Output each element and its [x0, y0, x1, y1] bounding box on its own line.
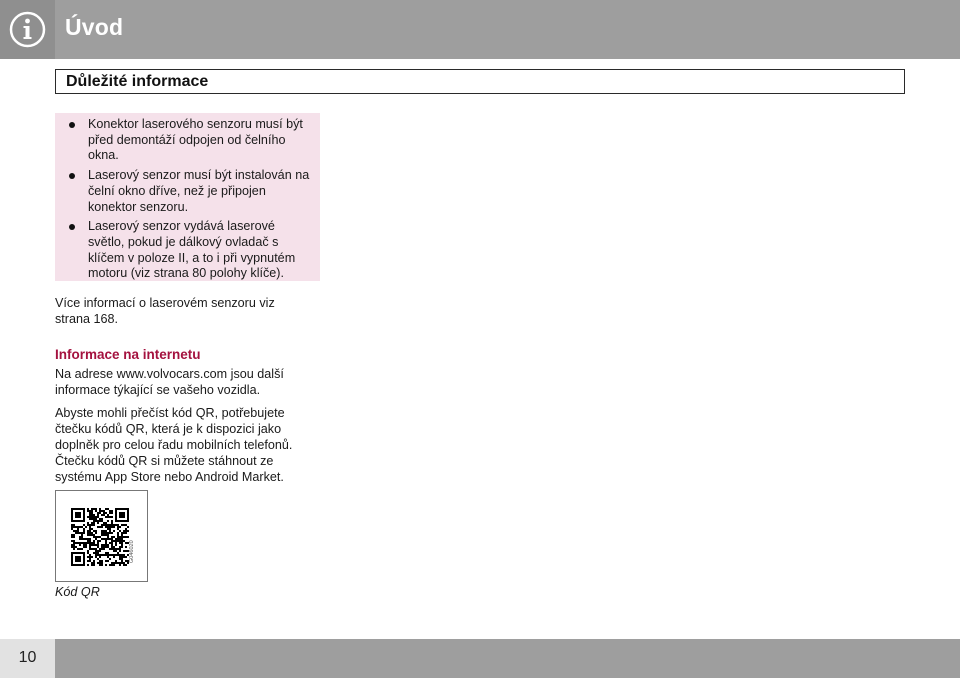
section-heading-box: [55, 69, 905, 94]
page-number-box: [0, 639, 55, 678]
bullet-icon: [69, 122, 75, 128]
qr-code-figure: [55, 490, 148, 582]
warning-item: [55, 117, 320, 164]
section-title: Důležité informace: [66, 73, 209, 90]
page-footer: [0, 639, 960, 678]
warning-box: [55, 113, 320, 281]
internet-text: Na adrese www.volvocars.com jsou další informace týkající se vašeho vozidla.: [55, 367, 284, 397]
warning-item: [55, 219, 320, 282]
warning-item: [55, 168, 320, 215]
warning-list: [55, 117, 320, 286]
qr-reader-text: Abyste mohli přečíst kód QR, potřebujete čtečku kódů QR, která je k dispozici jako doplněk pro celou řadu mobilních telefonů. Čtečku kódů QR si můžete stáhnout ze systému App Store nebo Android Market.: [55, 406, 293, 484]
info-icon: [9, 11, 46, 48]
bullet-icon: [69, 173, 75, 179]
internet-heading: Informace na internetu: [55, 347, 201, 362]
warning-item-text: Laserový senzor vydává laserové světlo, pokud je dálkový ovladač s klíčem v poloze II, a to i při vypnutém motoru (viz strana 80 polohy klíče).: [88, 219, 296, 281]
page-header: [0, 0, 960, 59]
more-info-text: Více informací o laserovém senzoru viz strana 168.: [55, 296, 275, 326]
page-number: 10: [18, 649, 37, 666]
qr-code-image: [71, 508, 129, 566]
warning-item-text: Laserový senzor musí být instalován na čelní okno dříve, než je připojen konektor senzoru.: [88, 168, 310, 214]
page-title: Úvod: [65, 14, 124, 40]
figure-code-label: G046020: [129, 540, 135, 563]
qr-caption: Kód QR: [55, 585, 100, 599]
warning-item-text: Konektor laserového senzoru musí být před demontáží odpojen od čelního okna.: [88, 117, 303, 163]
header-icon-box: [0, 0, 55, 59]
bullet-icon: [69, 224, 75, 230]
